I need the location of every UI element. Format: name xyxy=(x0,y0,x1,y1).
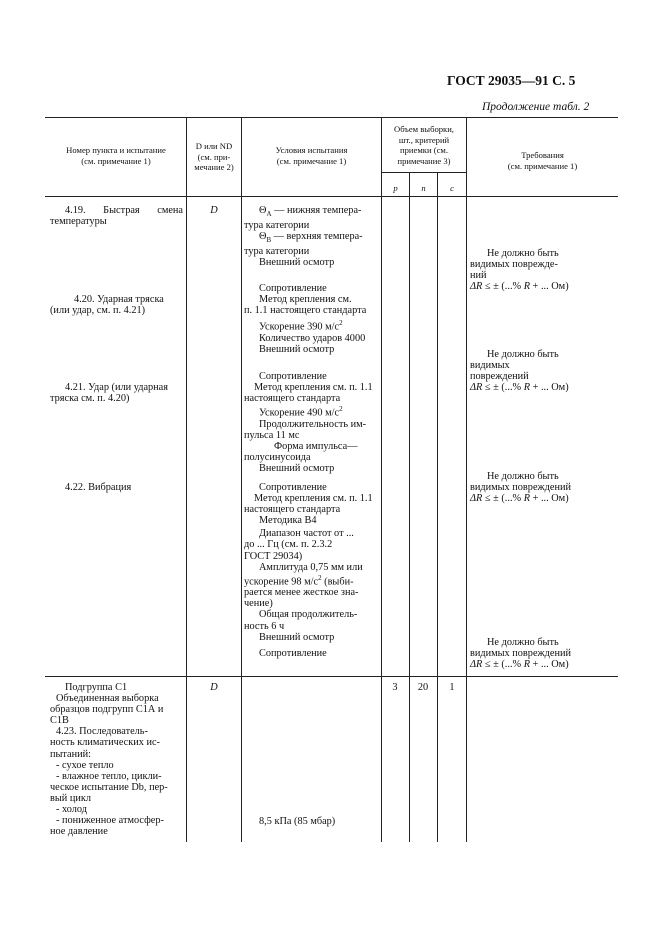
col-divider-4 xyxy=(409,172,410,842)
col-header-c: c xyxy=(450,183,454,193)
col-header-conditions: Условия испытания (см. примечание 1) xyxy=(275,145,348,166)
col-divider-5 xyxy=(437,172,438,842)
item-4-22: 4.22. Вибрация xyxy=(65,482,132,493)
conditions-pressure: 8,5 кПа (85 мбар) xyxy=(259,816,336,827)
item-subgroup-c1: Подгруппа С1 Объединенная выборка образцов подгрупп С1А и С1В 4.23. Последователь- ность климатических ис- пытаний: - сухое тепло - влажное тепло, цикли- ческое испытание Db, пер- вый цикл - холод - пониженное атмосфер- ное давление xyxy=(50,682,168,838)
requirements-4-21: Не должно быть видимых повреждений ΔR ≤ ± (...% R + ... Ом) xyxy=(470,471,571,505)
item-4-19: 4.19. Быстрая смена температуры xyxy=(50,205,183,228)
col-header-sample: Объем выборки, шт., критерий приемки (см. примечание 3) xyxy=(394,124,454,166)
col-header-requirements: Требования (см. примечание 1) xyxy=(507,150,578,171)
item-4-21: 4.21. Удар (или ударная тряска см. п. 4.20) xyxy=(50,382,168,405)
col-header-p: p xyxy=(393,183,398,193)
p-value: 3 xyxy=(392,682,398,693)
col-divider-6 xyxy=(466,118,467,842)
requirements-4-20: Не должно быть видимых повреждений ΔR ≤ ± (...% R + ... Ом) xyxy=(470,349,569,394)
conditions-4-20: Сопротивление Метод крепления см. п. 1.1 настоящего стандарта Ускорение 390 $м/с^2$ Количество ударов 4000 Внешний осмотр xyxy=(244,283,367,355)
conditions-4-21: Сопротивление Метод крепления см. п. 1.1 настоящего стандарта Ускорение 490 $м/с^2$ Продолжительность им- пульса 11 мс Форма импульса— полусинусоида Внешний осмотр xyxy=(244,371,373,475)
dnd-value: D xyxy=(210,205,218,216)
col-header-item: Номер пункта и испытание (см. примечание 1) xyxy=(66,145,166,166)
n-value: 20 xyxy=(417,682,429,693)
col-header-dnd: D или ND (см. при- мечание 2) xyxy=(194,141,234,172)
requirements-4-22: Не должно быть видимых повреждений ΔR ≤ ± (...% R + ... Ом) xyxy=(470,637,571,671)
pnc-divider xyxy=(381,172,466,173)
item-4-20: 4.20. Ударная тряска (или удар, см. п. 4.21) xyxy=(50,294,164,317)
conditions-4-22: Сопротивление Метод крепления см. п. 1.1 настоящего стандарта Методика В4 Диапазон частот от ... до ... Гц (см. п. 2.3.2 ГОСТ 29034) Амплитуда 0,75 мм или ускорение 98 $м/с^2$ (выби- рается менее жесткое зна- чение) Общая продолжитель- ность 6 ч Внешний осмотр xyxy=(244,482,373,643)
conditions-resistance-last: Сопротивление xyxy=(259,648,327,659)
col-header-n: n xyxy=(421,183,426,193)
page-title: ГОСТ 29035—91 С. 5 xyxy=(447,73,576,88)
dnd-value-row2: D xyxy=(210,682,218,693)
c-value: 1 xyxy=(449,682,455,693)
col-divider-3 xyxy=(381,118,382,842)
table-continuation-label: Продолжение табл. 2 xyxy=(482,101,590,113)
conditions-4-19: $\Theta_A$ — нижняя темпера- тура категории $\Theta_B$ — верхняя темпера- тура категории Внешний осмотр xyxy=(244,205,363,269)
requirements-4-19: Не должно быть видимых поврежде- ний ΔR ≤ ± (...% R + ... Ом) xyxy=(470,248,569,293)
header-bottom-border xyxy=(45,196,618,197)
table-top-border xyxy=(45,117,618,118)
row-divider xyxy=(45,676,618,677)
col-divider-1 xyxy=(186,118,187,842)
col-divider-2 xyxy=(241,118,242,842)
